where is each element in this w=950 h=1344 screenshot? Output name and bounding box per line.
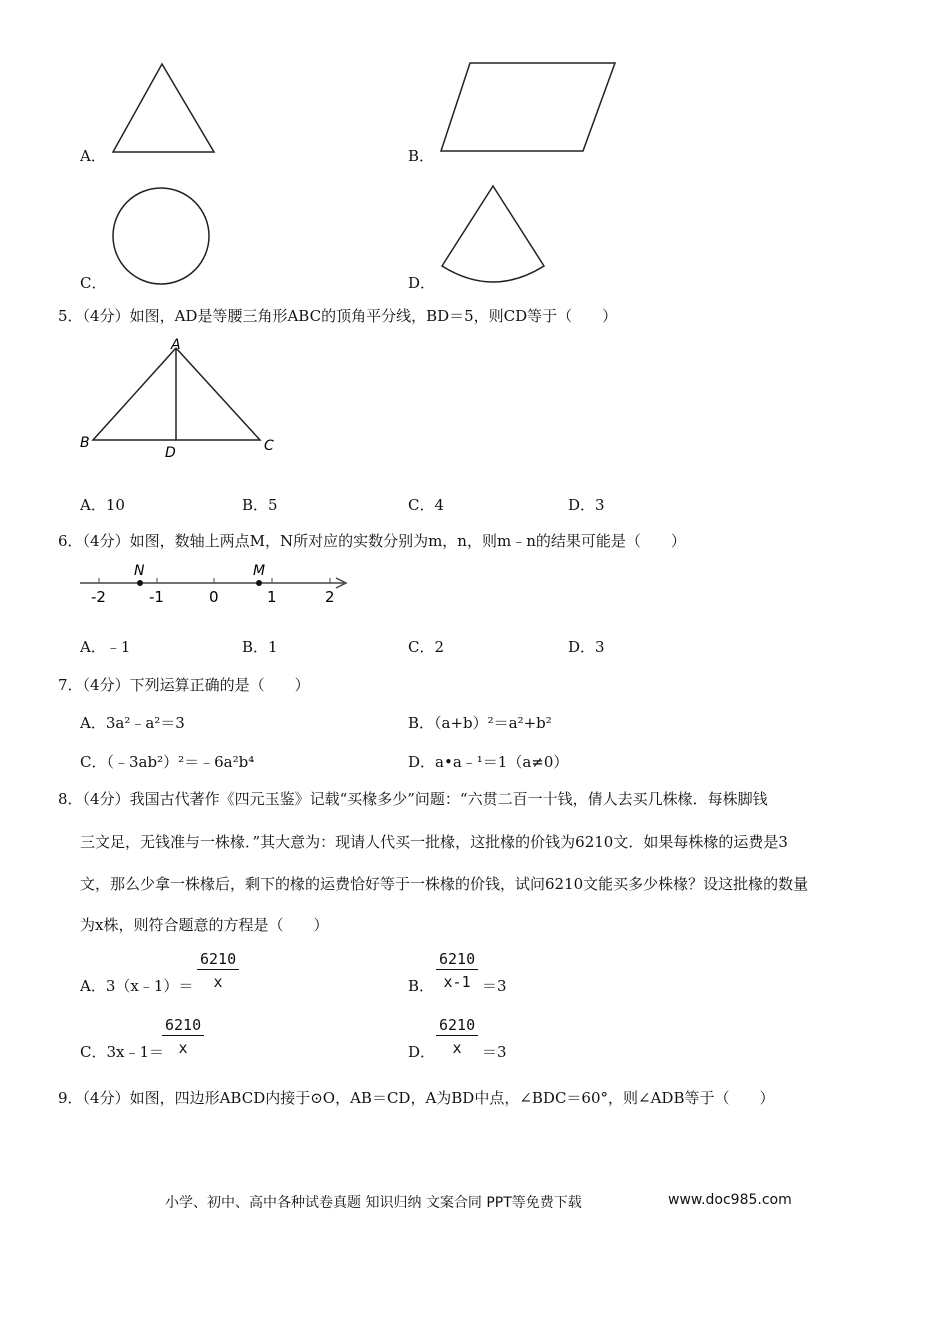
q9-stem: 9．（4分）如图，四边形ABCD内接于⊙O，AB＝CD，A为BD中点，∠BDC＝60°，则∠ADB等于（ ） — [58, 1089, 775, 1107]
q6-option-c: C．2 — [408, 638, 445, 656]
q8-stem-line3: 文，那么少拿一株椽后，剩下的椽的运费恰好等于一株椽的价钱，试问6210文能买多少株椽？设这批椽的数量 — [80, 875, 809, 893]
tick-label: -2 — [91, 588, 106, 606]
point-n — [137, 580, 143, 586]
fraction-numerator: 6210 — [162, 1016, 204, 1036]
vertex-b-label: B — [80, 435, 90, 451]
q8-stem-line2: 三文足，无钱准与一株椽．”其大意为：现请人代买一批椽，这批椽的价钱为6210文．如果每株椽的运费是3 — [80, 833, 788, 851]
q7-option-c: C．（﹣3ab²）²＝﹣6a²b⁴ — [80, 753, 255, 771]
fraction-numerator: 6210 — [197, 950, 239, 970]
triangle-shape — [113, 64, 214, 152]
point-m — [256, 580, 262, 586]
vertex-d-label: D — [165, 445, 176, 460]
vertex-c-label: C — [264, 438, 274, 454]
footer-site-link[interactable]: www.doc985.com — [668, 1192, 792, 1208]
tick-label: 2 — [325, 588, 335, 606]
q6-stem: 6．（4分）如图，数轴上两点M，N所对应的实数分别为m，n，则m﹣n的结果可能是（ ） — [58, 532, 686, 550]
point-m-label: M — [253, 563, 266, 579]
q4-sector-figure — [438, 182, 550, 290]
fraction-numerator: 6210 — [436, 950, 478, 970]
q8-option-d-suffix: ＝3 — [482, 1043, 507, 1061]
q8-option-b-fraction — [436, 950, 478, 991]
q8-stem-line4: 为x株，则符合题意的方程是（ ） — [80, 916, 329, 934]
tick-label: -1 — [149, 588, 164, 606]
q8-option-b-suffix: ＝3 — [482, 977, 507, 995]
q4-triangle-figure — [110, 62, 220, 157]
q7-option-a: A．3a²﹣a²＝3 — [80, 714, 185, 732]
tick-label: 0 — [209, 588, 219, 606]
vertex-a-label: A — [171, 337, 181, 353]
q6-number-line — [78, 560, 353, 608]
footer-text: 小学、初中、高中各种试卷真题 知识归纳 文案合同 PPT等免费下载 — [165, 1195, 582, 1211]
q5-option-a: A．10 — [80, 496, 125, 514]
point-n-label: N — [134, 563, 145, 579]
q8-option-d-fraction — [436, 1016, 478, 1057]
parallelogram-shape — [441, 63, 615, 151]
q4-circle-figure — [110, 185, 214, 289]
q4-parallelogram-figure — [438, 60, 620, 156]
q7-option-b: B．（a+b）²＝a²+b² — [408, 714, 552, 732]
q7-stem: 7．（4分）下列运算正确的是（ ） — [58, 676, 310, 694]
fraction-denominator: x — [213, 973, 223, 991]
q8-option-b-prefix: B． — [408, 977, 435, 995]
q5-option-b: B．5 — [242, 496, 278, 514]
q8-stem-line1: 8．（4分）我国古代著作《四元玉鉴》记载“买椽多少”问题：“六贯二百一十钱，倩人去买几株椽．每株脚钱 — [58, 790, 768, 808]
q4-option-b-label: B． — [408, 147, 435, 165]
q6-option-b: B．1 — [242, 638, 278, 656]
q5-option-c: C．4 — [408, 496, 445, 514]
q4-option-d-label: D． — [408, 274, 436, 292]
q8-option-a-fraction — [197, 950, 239, 991]
q7-option-d: D．a•a﹣¹＝1（a≠0） — [408, 753, 569, 771]
circle-shape — [113, 188, 209, 284]
fraction-denominator: x-1 — [443, 973, 471, 991]
q5-stem: 5．（4分）如图，AD是等腰三角形ABC的顶角平分线，BD＝5，则CD等于（ ） — [58, 307, 618, 325]
fraction-numerator: 6210 — [436, 1016, 478, 1036]
q6-option-a: A．﹣1 — [80, 638, 131, 656]
tick-label: 1 — [267, 588, 277, 606]
q8-option-c-prefix: C．3x﹣1＝ — [80, 1043, 165, 1061]
fraction-denominator: x — [452, 1039, 462, 1057]
q8-option-c-fraction — [162, 1016, 204, 1057]
q8-option-d-prefix: D． — [408, 1043, 436, 1061]
fraction-denominator: x — [178, 1039, 188, 1057]
q4-option-a-label: A． — [80, 147, 106, 165]
q5-option-d: D．3 — [568, 496, 605, 514]
q8-option-a-prefix: A．3（x﹣1）＝ — [80, 977, 194, 995]
sector-shape — [442, 186, 544, 282]
q4-option-c-label: C． — [80, 274, 107, 292]
q5-triangle-figure — [75, 335, 285, 460]
q6-option-d: D．3 — [568, 638, 605, 656]
